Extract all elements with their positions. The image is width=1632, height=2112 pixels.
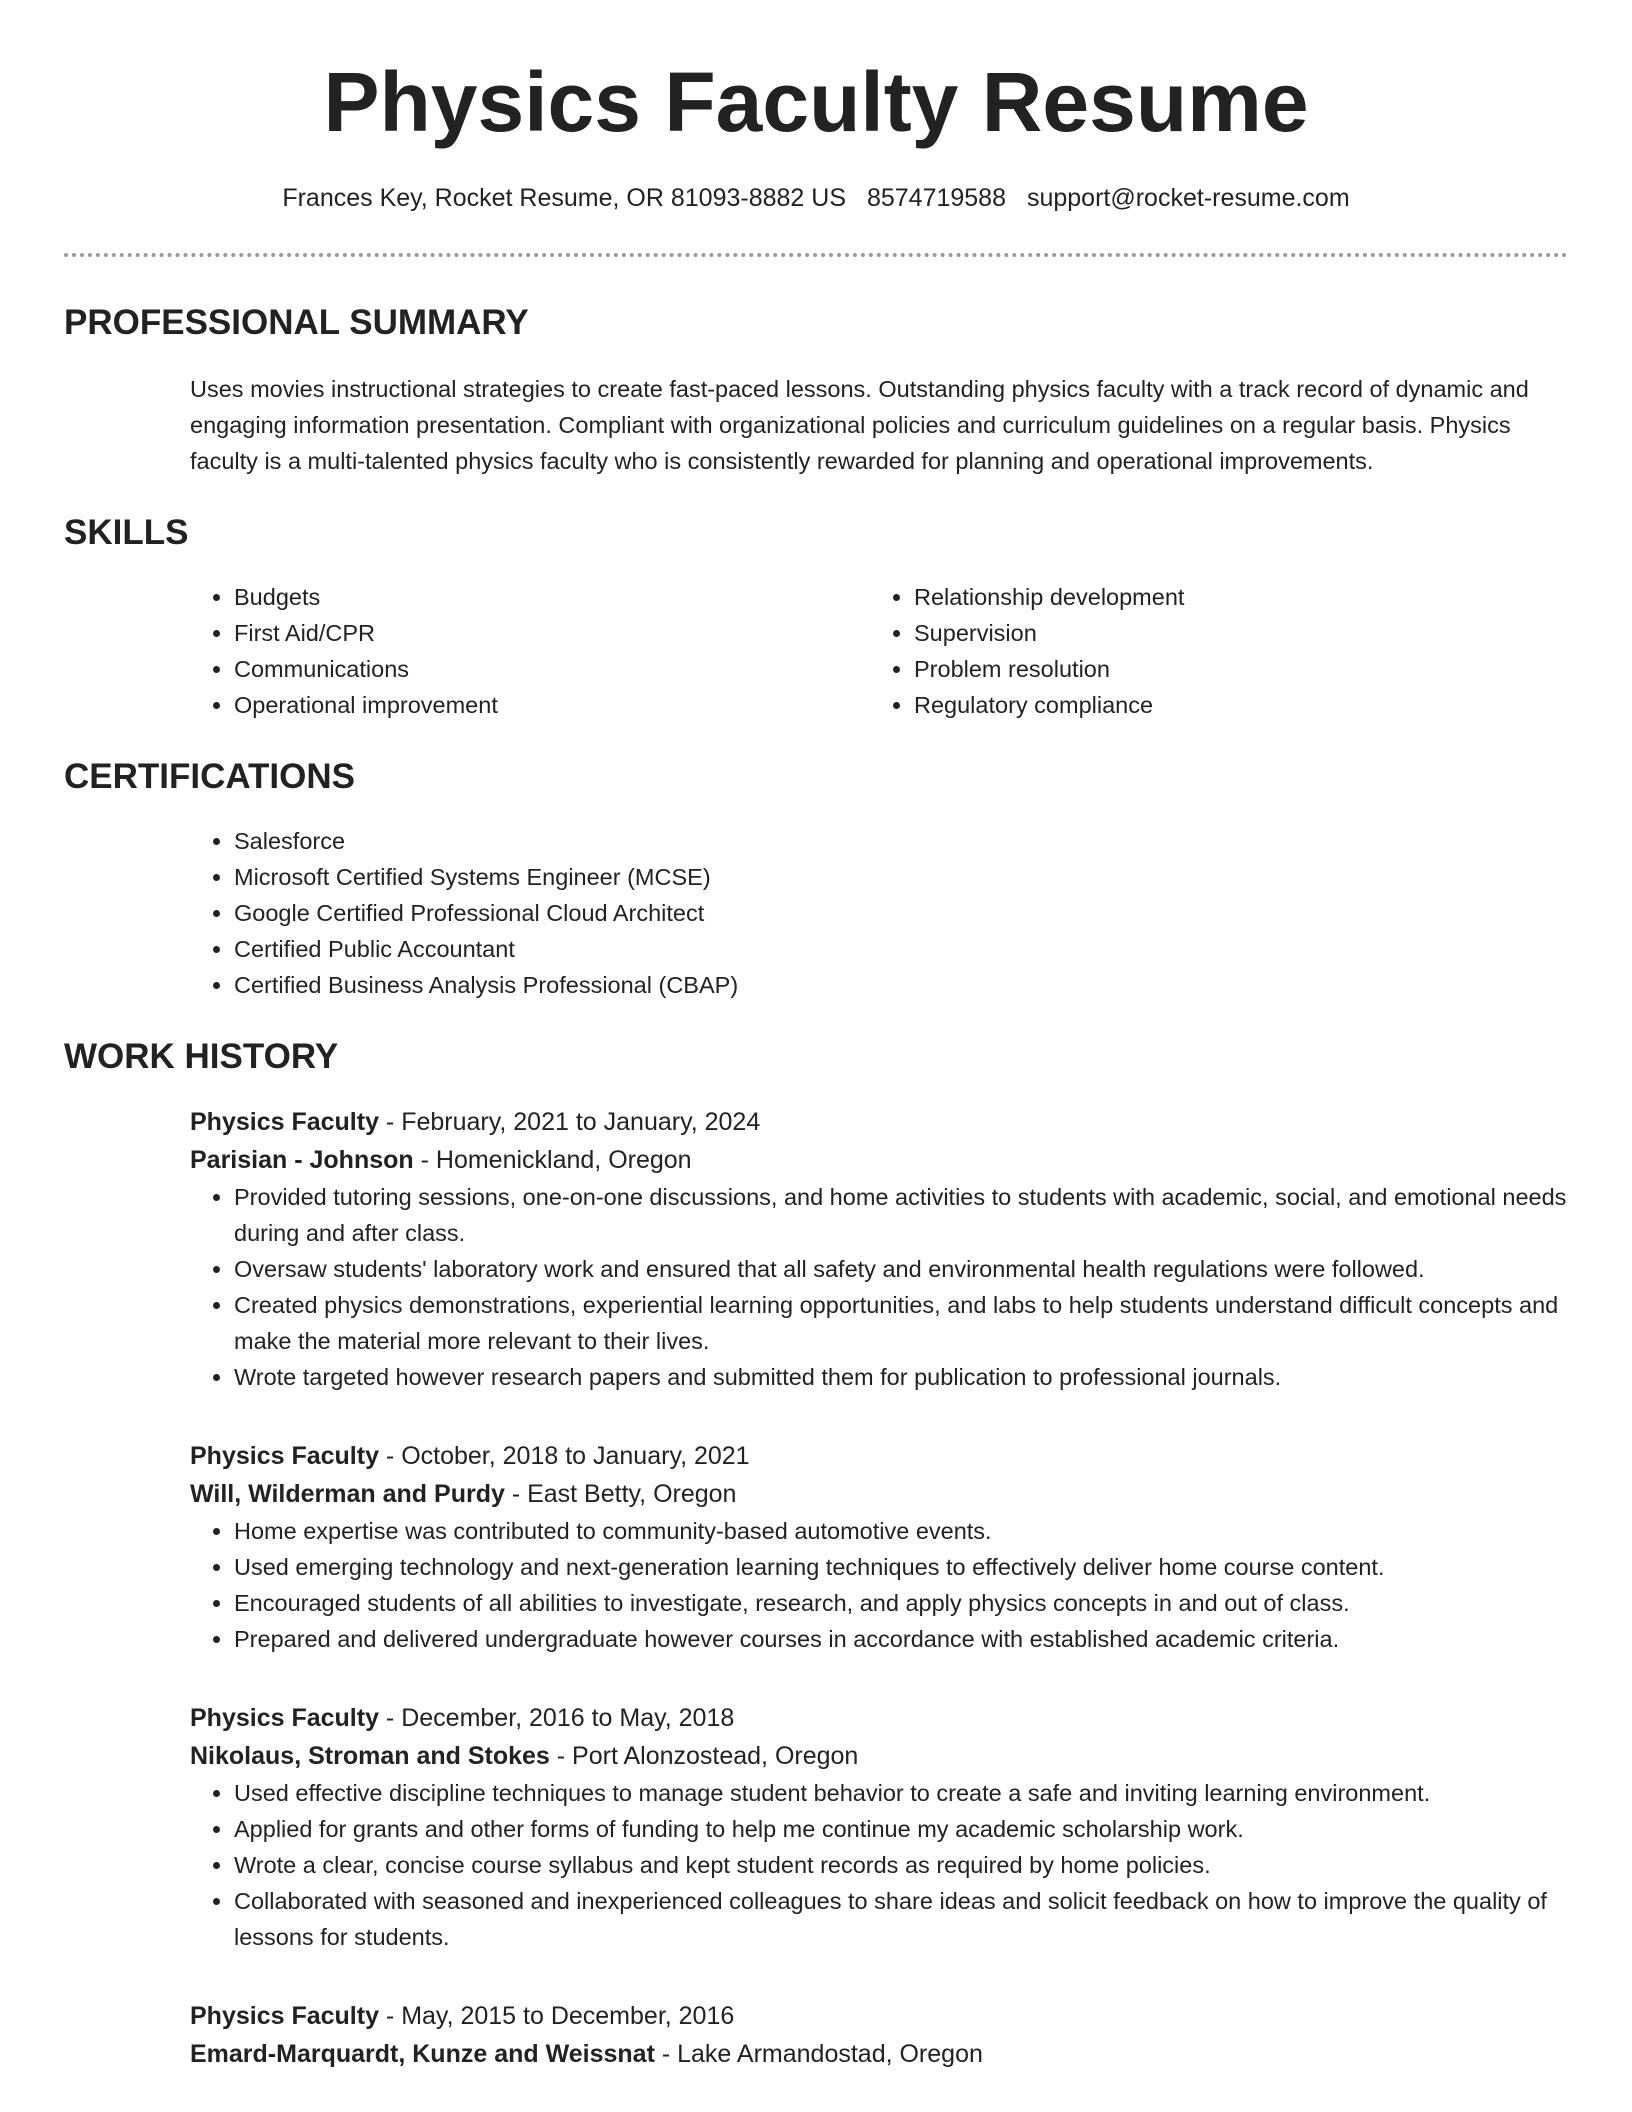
skills-grid	[64, 579, 1568, 723]
job-bullet: • Provided tutoring sessions, one-on-one discussions, and home activities to students with academic, social, and emotional needs during and after class.	[234, 1179, 1568, 1251]
job-dates: - December, 2016 to May, 2018	[378, 1704, 735, 1732]
contact-line	[64, 184, 1568, 213]
job-title-line	[190, 1437, 1568, 1475]
job-company-line	[190, 1475, 1568, 1513]
job-bullet: • Oversaw students' laboratory work and ensured that all safety and environmental health regulations were followed.	[234, 1251, 1568, 1287]
skill-item: • Relationship development	[914, 579, 1550, 615]
job-entry	[64, 1103, 1568, 1395]
job-bullet: • Created physics demonstrations, experiential learning opportunities, and labs to help students understand difficult concepts and make the material more relevant to their lives.	[234, 1287, 1568, 1359]
work-history-heading: WORK HISTORY	[64, 1037, 339, 1076]
job-bullet: • Collaborated with seasoned and inexperienced colleagues to share ideas and solicit feedback on how to improve the quality of lessons for students.	[234, 1883, 1568, 1955]
job-company-line	[190, 2035, 1568, 2073]
job-company: Will, Wilderman and Purdy	[190, 1480, 505, 1508]
skills-heading: SKILLS	[64, 513, 189, 552]
summary-heading: PROFESSIONAL SUMMARY	[64, 303, 529, 342]
job-title-line	[190, 1997, 1568, 2035]
contact-email: support@rocket-resume.com	[1026, 184, 1350, 212]
job-company-line	[190, 1141, 1568, 1179]
job-bullet: • Encouraged students of all abilities to investigate, research, and apply physics concepts in and out of class.	[234, 1585, 1568, 1621]
certifications-list	[64, 823, 1568, 1003]
job-bullet: • Wrote targeted however research papers and submitted them for publication to professional journals.	[234, 1359, 1568, 1395]
job-dates: - February, 2021 to January, 2024	[378, 1108, 761, 1136]
skills-column-left	[190, 579, 870, 723]
job-title: Physics Faculty	[190, 1704, 379, 1732]
job-title: Physics Faculty	[190, 1442, 379, 1470]
job-bullet: • Applied for grants and other forms of funding to help me continue my academic scholarship work.	[234, 1811, 1568, 1847]
job-title: Physics Faculty	[190, 2002, 379, 2030]
contact-phone: 8574719588	[866, 184, 1006, 212]
page-title: Physics Faculty Resume	[323, 55, 1309, 149]
job-bullet: • Used emerging technology and next-generation learning techniques to effectively deliver home course content.	[234, 1549, 1568, 1585]
job-company: Emard-Marquardt, Kunze and Weissnat	[190, 2040, 655, 2068]
skill-item: • Budgets	[234, 579, 870, 615]
skills-column-right	[870, 579, 1550, 723]
job-title-line	[190, 1699, 1568, 1737]
skill-item: • First Aid/CPR	[234, 615, 870, 651]
job-entry	[64, 1437, 1568, 1657]
header-divider	[64, 253, 1568, 257]
job-bullet: • Prepared and delivered undergraduate however courses in accordance with established academic criteria.	[234, 1621, 1568, 1657]
work-history-section	[64, 1037, 1568, 2073]
job-location: - Homenickland, Oregon	[413, 1146, 692, 1174]
job-location: - Lake Armandostad, Oregon	[654, 2040, 983, 2068]
certification-item: • Certified Public Accountant	[234, 931, 1568, 967]
job-dates: - October, 2018 to January, 2021	[378, 1442, 750, 1470]
skill-item: • Operational improvement	[234, 687, 870, 723]
summary-section	[64, 303, 1568, 479]
job-bullet: • Used effective discipline techniques to manage student behavior to create a safe and inviting learning environment.	[234, 1775, 1568, 1811]
job-bullet: • Home expertise was contributed to community-based automotive events.	[234, 1513, 1568, 1549]
job-company-line	[190, 1737, 1568, 1775]
job-bullets	[190, 1513, 1568, 1657]
skill-item: • Communications	[234, 651, 870, 687]
certification-item: • Salesforce	[234, 823, 1568, 859]
skill-item: • Supervision	[914, 615, 1550, 651]
job-dates: - May, 2015 to December, 2016	[378, 2002, 735, 2030]
job-location: - Port Alonzostead, Oregon	[549, 1742, 859, 1770]
job-title-line	[190, 1103, 1568, 1141]
certifications-section	[64, 757, 1568, 1003]
skills-section	[64, 513, 1568, 723]
job-company: Parisian - Johnson	[190, 1146, 414, 1174]
certification-item: • Certified Business Analysis Professional (CBAP)	[234, 967, 1568, 1003]
job-entry	[64, 1997, 1568, 2073]
job-bullet: • Wrote a clear, concise course syllabus and kept student records as required by home policies.	[234, 1847, 1568, 1883]
job-company: Nikolaus, Stroman and Stokes	[190, 1742, 550, 1770]
job-entry	[64, 1699, 1568, 1955]
job-location: - East Betty, Oregon	[504, 1480, 737, 1508]
contact-address: Frances Key, Rocket Resume, OR 81093-8882 US	[282, 184, 846, 212]
certification-item: • Microsoft Certified Systems Engineer (MCSE)	[234, 859, 1568, 895]
job-bullets	[190, 1179, 1568, 1395]
job-title: Physics Faculty	[190, 1108, 379, 1136]
skill-item: • Problem resolution	[914, 651, 1550, 687]
certifications-heading: CERTIFICATIONS	[64, 757, 356, 796]
summary-text: Uses movies instructional strategies to create fast-paced lessons. Outstanding physics faculty with a track record of dynamic and engaging information presentation. Compliant with organizational policies and curriculum guidelines on a regular basis. Physics faculty is a multi-talented physics faculty who is consistently rewarded for planning and operational improvements.	[190, 376, 1529, 474]
job-bullets	[190, 1775, 1568, 1955]
skill-item: • Regulatory compliance	[914, 687, 1550, 723]
certification-item: • Google Certified Professional Cloud Architect	[234, 895, 1568, 931]
